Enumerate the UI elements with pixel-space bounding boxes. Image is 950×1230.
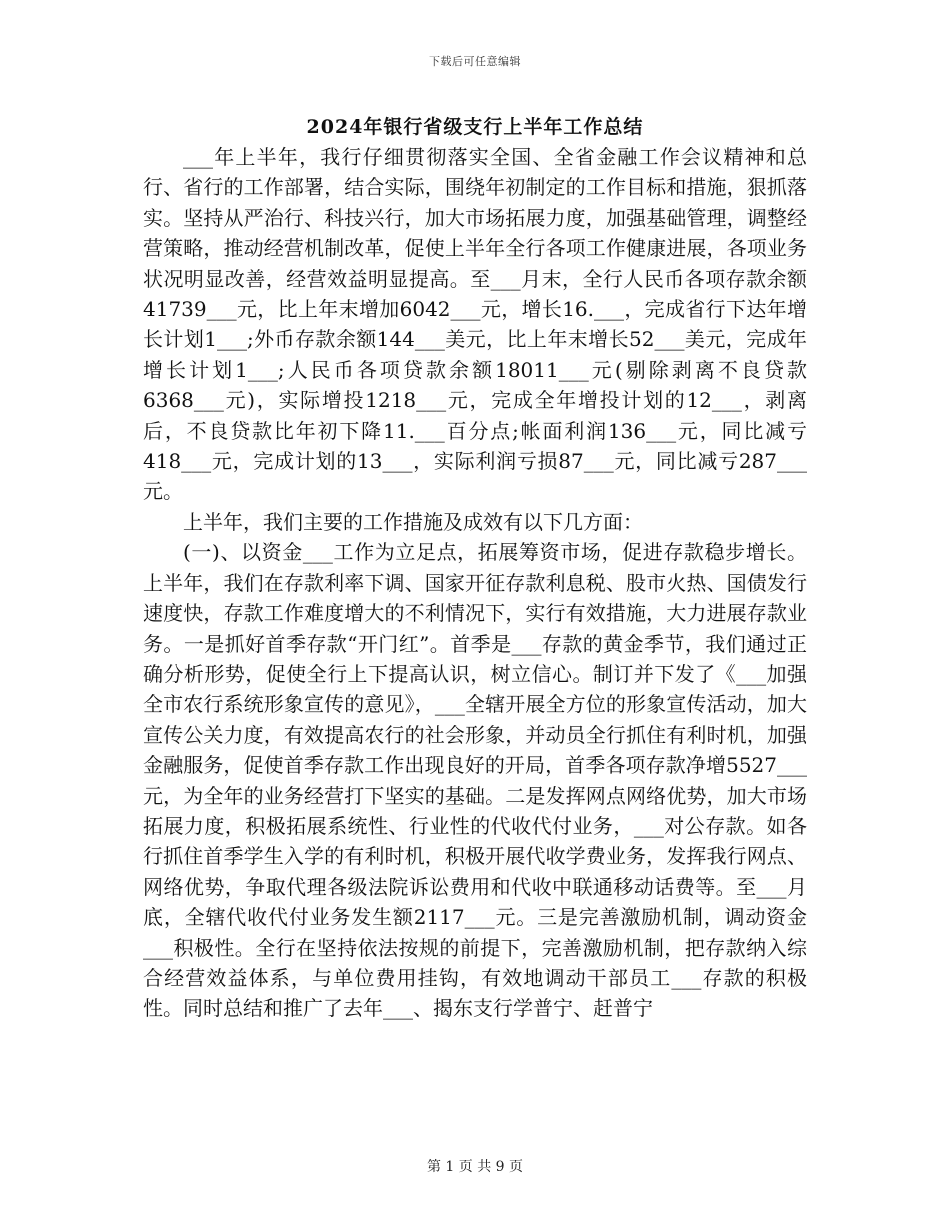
paragraph-section-one: (一)、以资金___工作为立足点，拓展筹资市场，促进存款稳步增长。上半年，我们在存款利率下调、国家开征存款利息税、股市火热、国债发行速度快，存款工作难度增大的不利情况下，实行有效措施，大力进展存款业务。一是抓好首季存款“开门红”。首季是___存款的黄金季节，我们通过正确分析形势，促使全行上下提高认识，树立信心。制订并下发了《___加强全市农行系统形象宣传的意见》，___全辖开展全方位的形象宣传活动，加大宣传公关力度，有效提高农行的社会形象，并动员全行抓住有利时机，加强金融服务，促使首季存款工作出现良好的开局，首季各项存款净增5527___元，为全年的业务经营打下坚实的基础。二是发挥网点网络优势，加大市场拓展力度，积极拓展系统性、行业性的代收代付业务，___对公存款。如各行抓住首季学生入学的有利时机，积极开展代收学费业务，发挥我行网点、网络优势，争取代理各级法院诉讼费用和代收中联通移动话费等。至___月底，全辖代收代付业务发生额2117___元。三是完善激励机制，调动资金___积极性。全行在坚持依法按规的前提下，完善激励机制，把存款纳入综合经营效益体系，与单位费用挂钩，有效地调动干部员工___存款的积极性。同时总结和推广了去年___、揭东支行学普宁、赶普宁 <box>143 540 807 1021</box>
paragraph-summary: ___年上半年，我行仔细贯彻落实全国、全省金融工作会议精神和总行、省行的工作部署，结合实际，围绕年初制定的工作目标和措施，狠抓落实。坚持从严治行、科技兴行，加大市场拓展力度，加强基础管理，调整经营策略，推动经营机制改革，促使上半年全行各项工作健康进展，各项业务状况明显改善，经营效益明显提高。至___月末，全行人民币各项存款余额41739___元，比上年末增加6042___元，增长16.___，完成省行下达年增长计划1___;外币存款余额144___美元，比上年末增长52___美元，完成年增长计划1___;人民币各项贷款余额18011___元(剔除剥离不良贷款6368___元)，实际增投1218___元，完成全年增投计划的12___，剥离后，不良贷款比年初下降11.___百分点;帐面利润136___元，同比减亏418___元，完成计划的13___，实际利润亏损87___元，同比减亏287___元。 <box>143 145 807 504</box>
paragraph-intro-measures: 上半年，我们主要的工作措施及成效有以下几方面： <box>183 509 643 534</box>
header-note: 下载后可任意编辑 <box>429 55 521 68</box>
document-title: 2024年银行省级支行上半年工作总结 <box>306 116 644 138</box>
page-footer: 第 1 页 共 9 页 <box>426 1159 524 1175</box>
document-body <box>143 142 807 1024</box>
